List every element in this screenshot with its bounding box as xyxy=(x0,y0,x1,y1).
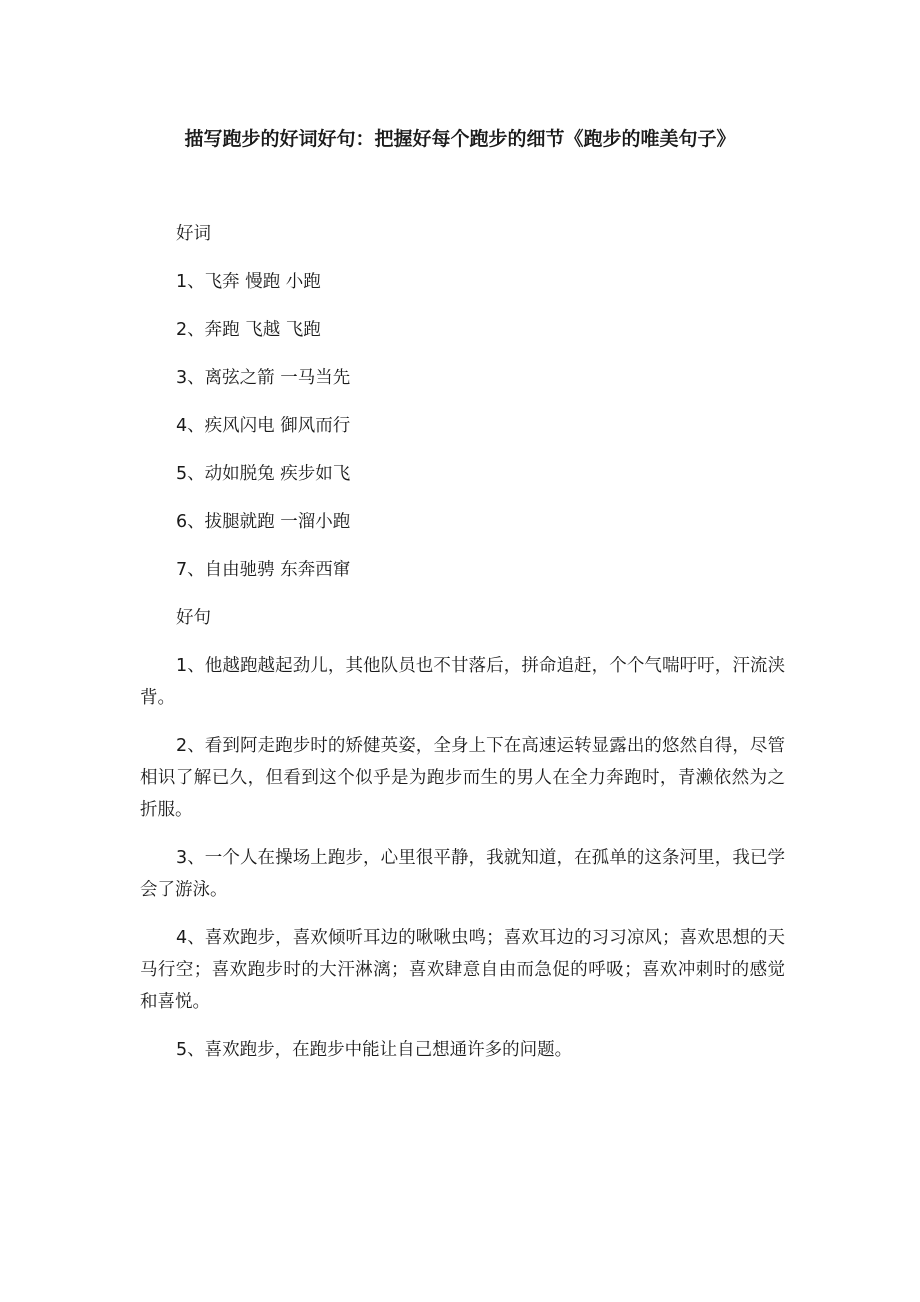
good-words-heading: 好词 xyxy=(176,224,211,244)
good-sentence-item: 1、他越跑越起劲儿，其他队员也不甘落后，拼命追赶，个个气喘吁吁，汗流浃背。 xyxy=(140,656,785,708)
good-sentences-heading: 好句 xyxy=(176,608,211,628)
page-title: 描写跑步的好词好句：把握好每个跑步的细节《跑步的唯美句子》 xyxy=(184,128,736,150)
article-body xyxy=(140,218,785,1082)
good-word-item: 3、离弦之箭 一马当先 xyxy=(176,368,351,388)
good-word-item: 2、奔跑 飞越 飞跑 xyxy=(176,320,321,340)
good-word-item: 6、拔腿就跑 一溜小跑 xyxy=(176,512,351,532)
good-sentence-item: 5、喜欢跑步，在跑步中能让自己想通许多的问题。 xyxy=(176,1040,573,1060)
good-sentence-item: 4、喜欢跑步，喜欢倾听耳边的啾啾虫鸣；喜欢耳边的习习凉风；喜欢思想的天马行空；喜欢跑步时的大汗淋漓；喜欢肆意自由而急促的呼吸；喜欢冲刺时的感觉和喜悦。 xyxy=(140,928,785,1012)
good-word-item: 4、疾风闪电 御风而行 xyxy=(176,416,351,436)
good-word-item: 1、飞奔 慢跑 小跑 xyxy=(176,272,321,292)
good-sentence-item: 2、看到阿走跑步时的矫健英姿，全身上下在高速运转显露出的悠然自得，尽管相识了解已久，但看到这个似乎是为跑步而生的男人在全力奔跑时，青濑依然为之折服。 xyxy=(140,736,785,820)
good-word-item: 7、自由驰骋 东奔西窜 xyxy=(176,560,351,580)
good-sentence-item: 3、一个人在操场上跑步，心里很平静，我就知道，在孤单的这条河里，我已学会了游泳。 xyxy=(140,848,785,900)
good-word-item: 5、动如脱兔 疾步如飞 xyxy=(176,464,351,484)
